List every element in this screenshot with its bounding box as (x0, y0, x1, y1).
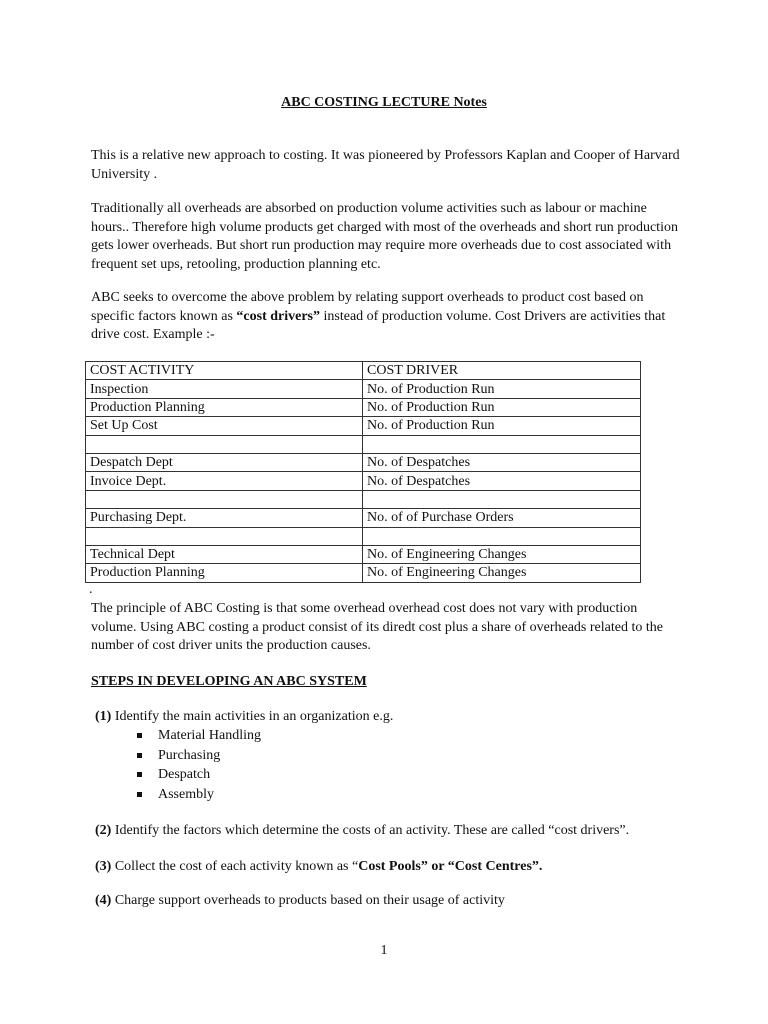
square-bullet-icon (137, 733, 142, 738)
square-bullet-icon (137, 772, 142, 777)
step-number: (1) (95, 709, 112, 724)
table-row (86, 527, 641, 545)
step-text: Charge support overheads to products based on their usage of activity (111, 893, 505, 908)
table-row (86, 545, 641, 563)
page-number: 1 (380, 943, 388, 958)
cost-activity-cell (86, 527, 363, 545)
table-row (86, 435, 641, 453)
step-1 (95, 708, 695, 727)
cost-drivers-term: “cost drivers” (236, 308, 320, 324)
abc-purpose-paragraph (91, 289, 681, 345)
cost-activity-cell: Set Up Cost (86, 417, 363, 435)
step-4 (95, 892, 695, 911)
table-header-row (86, 362, 641, 380)
header-cost-driver: COST DRIVER (363, 362, 641, 380)
cost-activity-cell (86, 490, 363, 508)
cost-pools-term: Cost Pools” or “Cost Centres”. (358, 859, 543, 874)
step-text: Identify the factors which determine the costs of an activity. These are called “cost drivers”. (111, 823, 630, 838)
step-2 (95, 822, 695, 841)
square-bullet-icon (137, 753, 142, 758)
list-item (136, 746, 261, 766)
cost-driver-cell: No. of of Purchase Orders (363, 509, 641, 527)
traditional-overheads-paragraph: Traditionally all overheads are absorbed on production volume activities such as labour or machine hours.. Therefore high volume products get charged with most of the overheads and short run production gets lower overheads. But short run production may require more overheads due to cost associated with frequent set ups, retooling, production planning etc. (91, 201, 678, 272)
square-bullet-icon (137, 792, 142, 797)
step-text: Identify the main activities in an organization e.g. (111, 709, 394, 724)
cost-driver-cell: No. of Production Run (363, 398, 641, 416)
table-row (86, 380, 641, 398)
stray-dot: . (89, 582, 93, 597)
list-item (136, 785, 261, 805)
abc-principle-paragraph: The principle of ABC Costing is that some overhead overhead cost does not vary with production volume. Using ABC costing a product consist of its diredt cost plus a share of overheads related to the number of cost driver units the production causes. (91, 601, 663, 653)
list-item-label: Despatch (158, 767, 211, 783)
cost-driver-cell (363, 435, 641, 453)
table-row (86, 564, 641, 582)
list-item (136, 765, 261, 785)
cost-activity-cell: Production Planning (86, 398, 363, 416)
cost-table-body (86, 362, 641, 583)
cost-driver-cell: No. of Production Run (363, 380, 641, 398)
cost-activity-cell: Production Planning (86, 564, 363, 582)
cost-activity-cell: Despatch Dept (86, 453, 363, 471)
cost-driver-cell (363, 527, 641, 545)
list-item-label: Assembly (158, 787, 214, 803)
table-row (86, 490, 641, 508)
abc-purpose-text-end: instead of production volume. Cost Drivers are activities that drive cost. Example :- (91, 308, 666, 342)
table-row (86, 472, 641, 490)
document-title: ABC COSTING LECTURE Notes (281, 95, 487, 110)
cost-driver-cell: No. of Despatches (363, 453, 641, 471)
table-row (86, 509, 641, 527)
list-item (136, 726, 261, 746)
list-item-label: Material Handling (158, 728, 262, 743)
list-item-label: Purchasing (158, 747, 221, 763)
step-number: (3) (95, 859, 112, 874)
cost-driver-cell (363, 490, 641, 508)
cost-activity-cell: Technical Dept (86, 545, 363, 563)
cost-driver-cell: No. of Production Run (363, 417, 641, 435)
intro-paragraph: This is a relative new approach to costing. It was pioneered by Professors Kaplan and Cooper of Harvard University . (91, 148, 680, 182)
cost-activity-table (85, 361, 641, 583)
cost-activity-cell: Invoice Dept. (86, 472, 363, 490)
cost-driver-cell: No. of Engineering Changes (363, 564, 641, 582)
step-text: Collect the cost of each activity known as “ (111, 859, 359, 874)
step-3 (95, 858, 695, 877)
cost-activity-cell: Inspection (86, 380, 363, 398)
step-number: (2) (95, 823, 112, 838)
cost-driver-cell: No. of Despatches (363, 472, 641, 490)
steps-heading: STEPS IN DEVELOPING AN ABC SYSTEM (91, 674, 367, 689)
header-cost-activity: COST ACTIVITY (86, 362, 363, 380)
cost-driver-cell: No. of Engineering Changes (363, 545, 641, 563)
activity-bullet-list (136, 726, 261, 805)
cost-activity-cell (86, 435, 363, 453)
table-row (86, 453, 641, 471)
step-number: (4) (95, 893, 112, 908)
table-row (86, 398, 641, 416)
abc-purpose-text-start: ABC seeks to overcome the above problem by relating support overheads to product cost based on specific factors known as (91, 290, 644, 324)
cost-activity-cell: Purchasing Dept. (86, 509, 363, 527)
table-row (86, 417, 641, 435)
